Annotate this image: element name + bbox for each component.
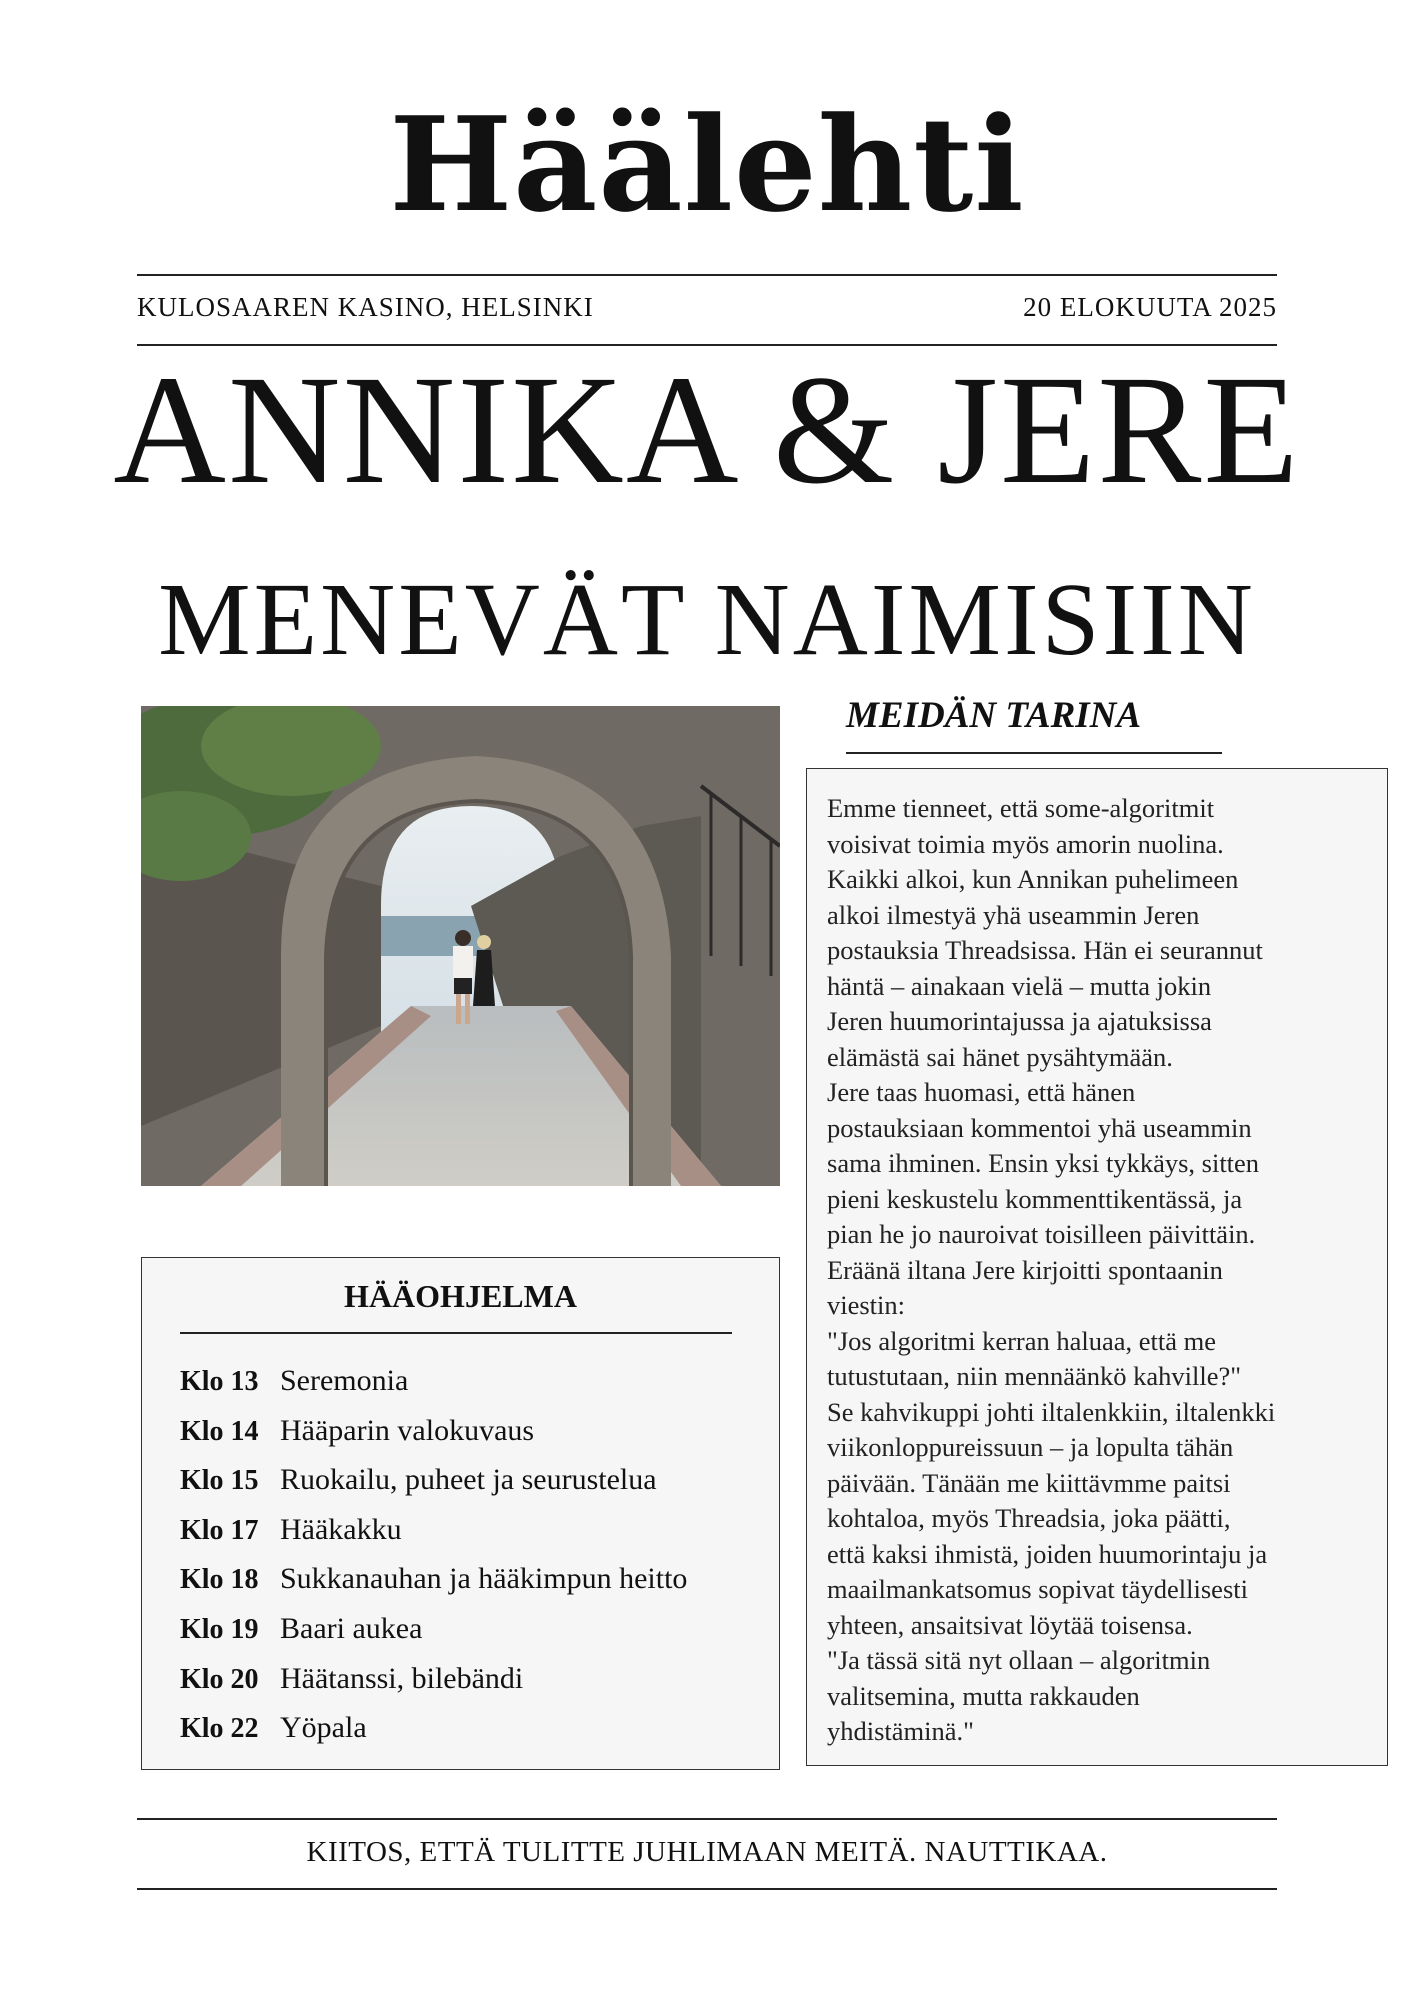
headline-subtitle: MENEVÄT NAIMISIIN: [158, 562, 1256, 677]
program-title-rule: [180, 1332, 732, 1334]
program-item: [180, 1662, 760, 1712]
story-title: MEIDÄN TARINA: [846, 695, 1142, 736]
program-time: Klo 14: [180, 1415, 259, 1447]
story-text: [827, 791, 1372, 1750]
masthead-title: Häälehti: [389, 88, 1025, 241]
program-item: [180, 1562, 760, 1612]
footer-top-rule: [137, 1818, 1277, 1820]
program-box: [141, 1257, 780, 1770]
story-paragraph: "Ja tässä sitä nyt ollaan – algoritmin valitsemina, mutta rakkauden yhdistäminä.": [827, 1645, 1211, 1746]
story-paragraph: Emme tienneet, että some-algoritmit voisivat toimia myös amorin nuolina. Kaikki alkoi, kun Annikan puhelimeen alkoi ilmestyä yhä useammin Jeren postauksia Threadsissa. Hän ei seurannut häntä – ainakaan vielä – mutta jokin Jeren huumorintajussa ja ajatuksissa elämästä sai hänet pysähtymään.: [827, 793, 1263, 1072]
program-event: Baari aukea: [280, 1611, 423, 1645]
program-time: Klo 19: [180, 1613, 259, 1645]
program-event: Hääparin valokuvaus: [280, 1413, 535, 1447]
program-item: [180, 1414, 760, 1464]
program-event: Yöpala: [280, 1711, 367, 1745]
story-title-rule: [846, 752, 1222, 754]
program-time: Klo 13: [180, 1366, 259, 1397]
program-item: [180, 1612, 760, 1662]
program-list: [180, 1364, 760, 1761]
program-event: Häätanssi, bilebändi: [280, 1661, 524, 1695]
story-box: [806, 768, 1388, 1766]
footer-text: KIITOS, ETTÄ TULITTE JUHLIMAAN MEITÄ. NAUTTIKAA.: [306, 1836, 1108, 1868]
program-event: Seremonia: [280, 1364, 409, 1397]
venue-label: KULOSAAREN KASINO, HELSINKI: [137, 292, 594, 322]
program-time: Klo 22: [180, 1713, 259, 1745]
program-item: [180, 1513, 760, 1563]
program-title: HÄÄOHJELMA: [344, 1278, 577, 1314]
masthead-top-rule: [137, 274, 1277, 276]
program-time: Klo 15: [180, 1465, 259, 1497]
story-paragraph: "Jos algoritmi kerran haluaa, että me tutustutaan, niin mennäänkö kahville?" Se kahvikuppi johti iltalenkkiin, iltalenkki viikonloppureissuun – ja lopulta tähän päivään. Tänään me kiittävmme paitsi kohtaloa, myös Threadsia, joka päätti, että kaksi ihmistä, joiden huumorintaju ja maailmankatsomus sopivat täydellisesti yhteen, ansaitsivat löytää toisensa.: [827, 1325, 1276, 1640]
program-item: [180, 1711, 760, 1761]
couple-photo: [141, 706, 780, 1186]
program-event: Sukkanauhan ja hääkimpun heitto: [280, 1562, 688, 1596]
headline-names: ANNIKA & JERE: [113, 343, 1301, 516]
date-label: 20 ELOKUUTA 2025: [1023, 292, 1277, 322]
program-item: [180, 1364, 760, 1414]
program-event: Hääkakku: [280, 1512, 402, 1546]
program-item: [180, 1463, 760, 1513]
story-paragraph: Jere taas huomasi, että hänen postauksiaan kommentoi yhä useammin sama ihminen. Ensin yksi tykkäys, sitten pieni keskustelu kommenttikentässä, ja pian he jo nauroivat toisilleen päivittäin. Eräänä iltana Jere kirjoitti spontaanin viestin:: [827, 1077, 1260, 1320]
program-time: Klo 20: [180, 1663, 259, 1695]
program-event: Ruokailu, puheet ja seurustelua: [280, 1463, 657, 1497]
program-time: Klo 18: [180, 1564, 259, 1596]
footer-bottom-rule: [137, 1888, 1277, 1890]
program-time: Klo 17: [180, 1514, 259, 1546]
